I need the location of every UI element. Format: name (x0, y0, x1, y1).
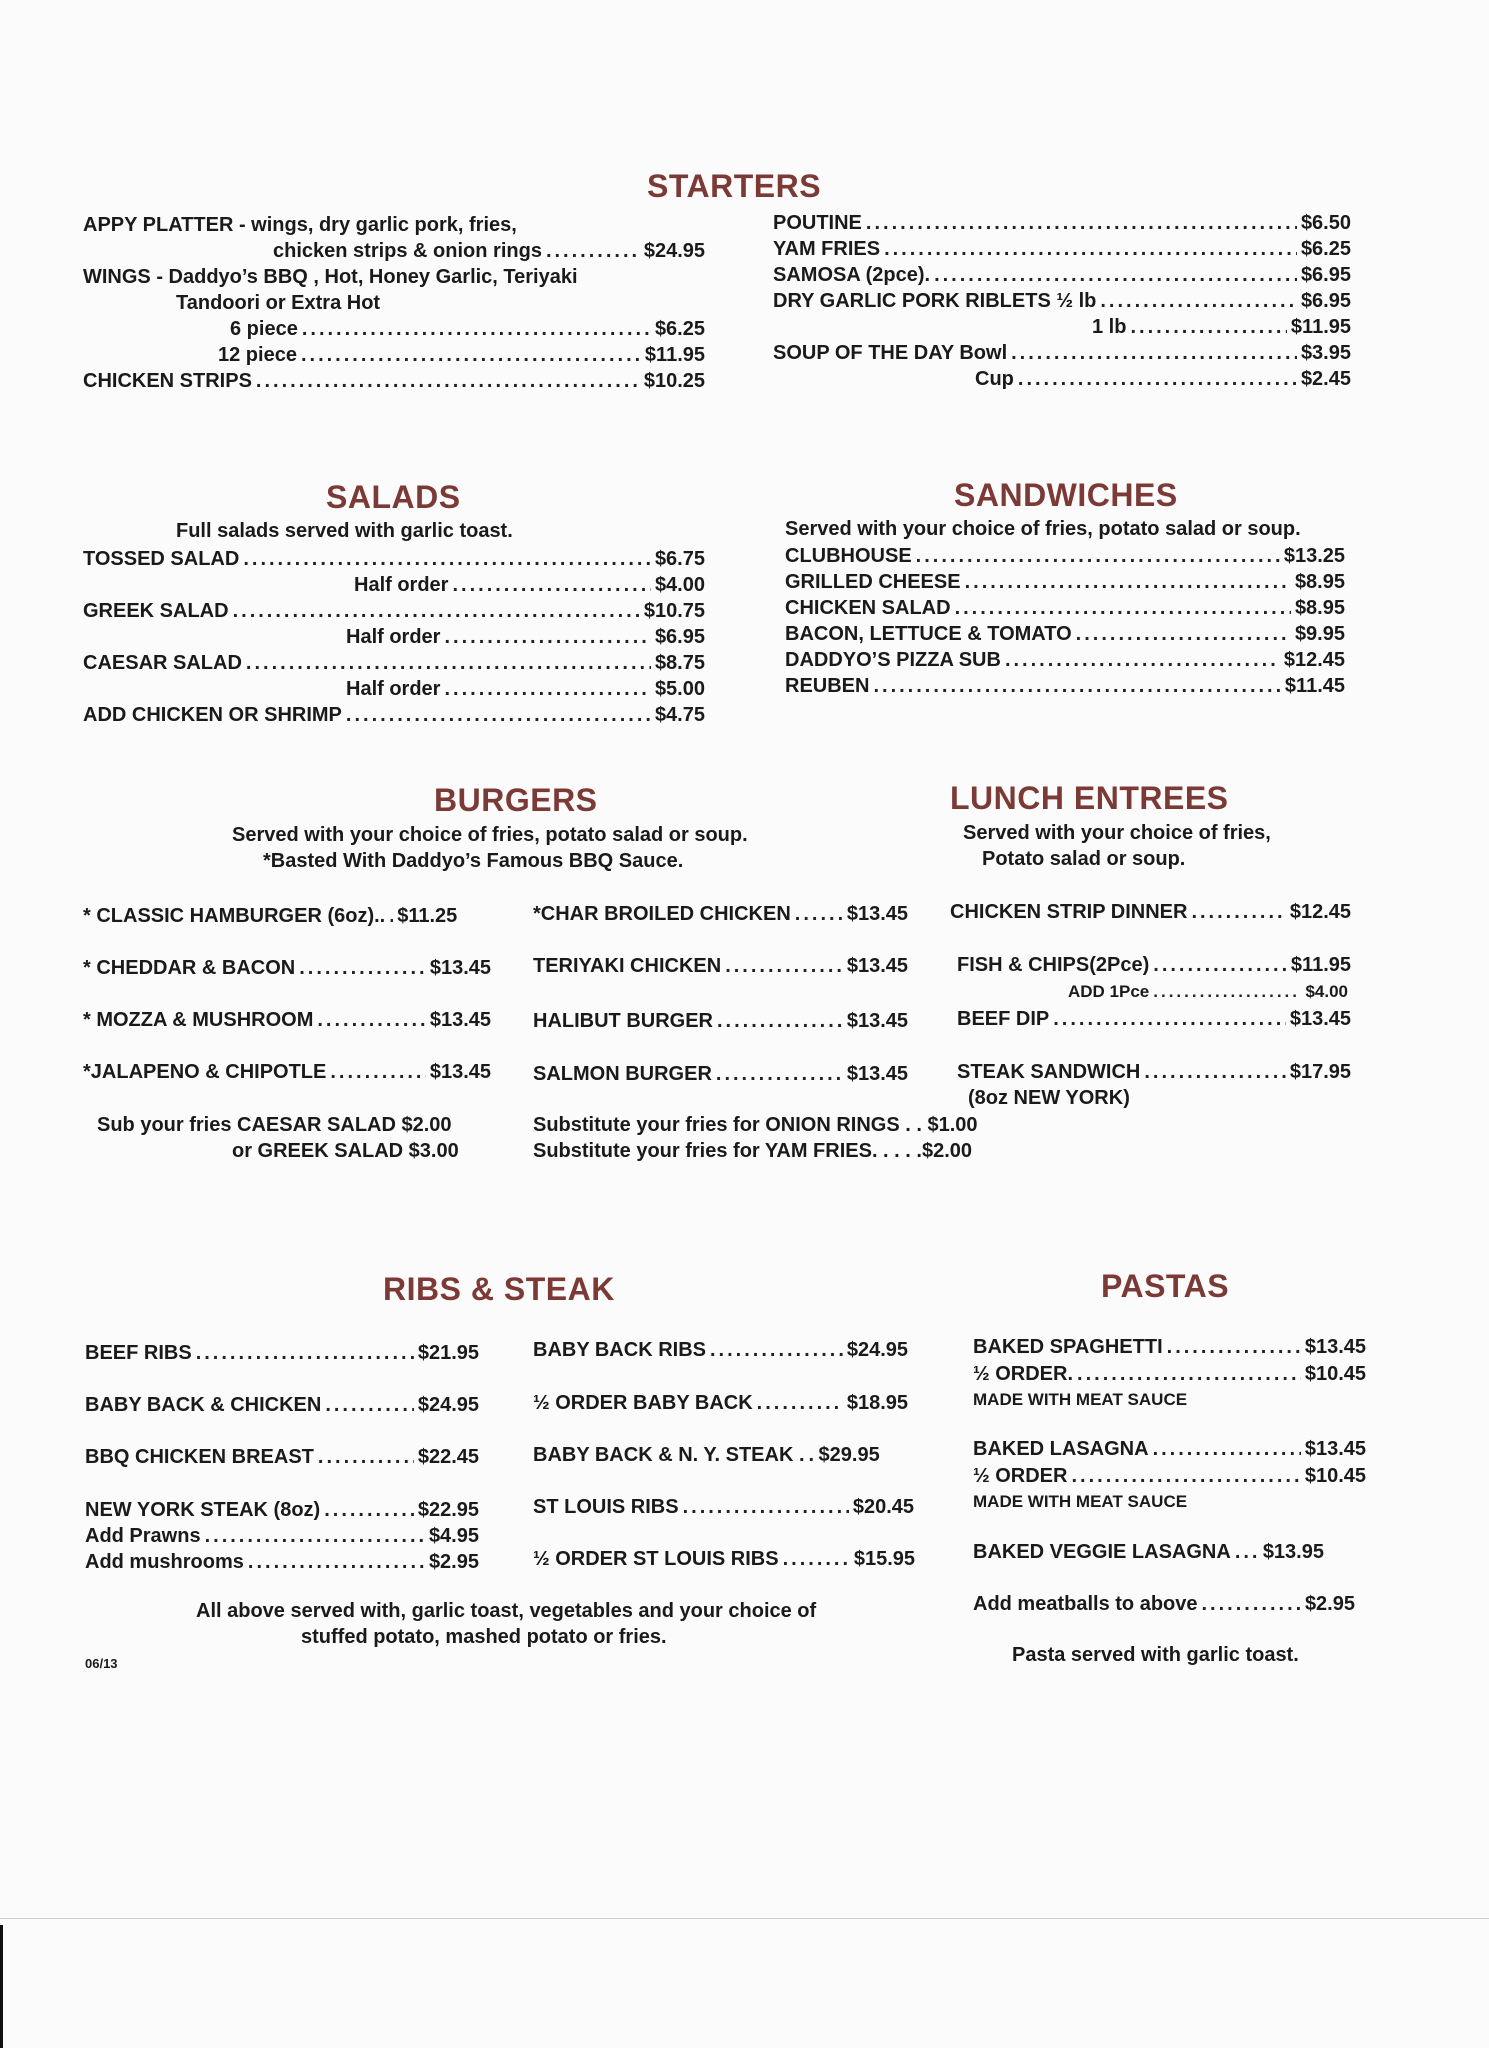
menu-item-char-broiled-chicken (533, 901, 908, 927)
item-price: $6.50 (1300, 212, 1351, 234)
menu-item-appy-platter (273, 238, 705, 264)
item-name: Cup (975, 368, 1014, 390)
menu-item-add-prawns (85, 1523, 479, 1549)
item-price: $29.95 (818, 1444, 880, 1466)
menu-item-add-meatballs (973, 1591, 1355, 1617)
item-name: DADDYO’S PIZZA SUB (785, 649, 1001, 671)
item-price: $4.00 (1305, 982, 1348, 1001)
item-name: chicken strips & onion rings (273, 240, 542, 262)
menu-item-baby-back-chicken (85, 1392, 479, 1418)
menu-item-blt (785, 621, 1345, 647)
pastas-footer: Pasta served with garlic toast. (1012, 1644, 1299, 1666)
sandwiches-subtitle: Served with your choice of fries, potato salad or soup. (785, 518, 1301, 540)
pastas-heading: PASTAS (1101, 1268, 1230, 1304)
menu-item-soup-cup (975, 366, 1351, 392)
menu-item-riblets-1lb (1092, 314, 1351, 340)
ribs-footer-2: stuffed potato, mashed potato or fries. (301, 1626, 667, 1648)
item-price: $6.95 (1300, 290, 1351, 312)
item-price: $22.45 (417, 1446, 479, 1468)
item-price: $13.45 (846, 1063, 908, 1085)
item-price: $6.95 (654, 626, 705, 648)
item-name: GRILLED CHEESE (785, 571, 961, 593)
item-price: $13.45 (1304, 1438, 1366, 1460)
menu-item-chicken-strip-dinner (950, 899, 1351, 925)
menu-item-veggie-lasagna (973, 1539, 1359, 1565)
menu-item-soup-bowl (773, 340, 1351, 366)
item-price: $13.45 (429, 957, 491, 979)
item-name: HALIBUT BURGER (533, 1010, 713, 1032)
item-name: 1 lb (1092, 316, 1127, 338)
item-name: BEEF DIP (957, 1008, 1050, 1030)
ribs-steak-heading: RIBS & STEAK (383, 1271, 615, 1307)
item-price: $24.95 (643, 240, 705, 262)
menu-item-tossed-salad (83, 546, 705, 572)
salads-heading: SALADS (326, 479, 461, 515)
menu-item-riblets-half (773, 288, 1351, 314)
item-price: $11.25 (397, 905, 458, 927)
item-price: $18.95 (846, 1392, 908, 1414)
sandwiches-heading: SANDWICHES (954, 477, 1178, 513)
item-price: $21.95 (417, 1342, 479, 1364)
page-bottom-divider (0, 1918, 1489, 1919)
lunch-subtitle-2: Potato salad or soup. (982, 848, 1186, 870)
menu-item-teriyaki-chicken (533, 953, 908, 979)
item-price: $10.25 (643, 370, 705, 392)
steak-sandwich-note: (8oz NEW YORK) (968, 1087, 1130, 1109)
item-name: *CHAR BROILED CHICKEN (533, 903, 791, 925)
wings-line1: WINGS - Daddyo’s BBQ , Hot, Honey Garlic, Teriyaki (83, 266, 578, 288)
item-price: $10.45 (1304, 1363, 1366, 1385)
item-price: $3.95 (1300, 342, 1351, 364)
item-price: $13.25 (1283, 545, 1345, 567)
item-price: $12.45 (1283, 649, 1345, 671)
item-name: ADD 1Pce (1068, 982, 1150, 1001)
item-price: $4.00 (654, 574, 705, 596)
item-price: $5.00 (654, 678, 705, 700)
menu-item-chicken-strips (83, 368, 705, 394)
item-name: 12 piece (218, 344, 297, 366)
item-price: $6.75 (654, 548, 705, 570)
item-price: $13.45 (1304, 1336, 1366, 1358)
lunch-subtitle-1: Served with your choice of fries, (963, 822, 1271, 844)
item-price: $20.45 (852, 1496, 914, 1518)
menu-item-add-chicken-shrimp (83, 702, 705, 728)
wings-line2: Tandoori or Extra Hot (176, 292, 381, 314)
spaghetti-note: MADE WITH MEAT SAUCE (973, 1390, 1188, 1409)
item-name: SOUP OF THE DAY Bowl (773, 342, 1008, 364)
item-price: $13.45 (846, 1010, 908, 1032)
menu-item-caesar-half (346, 676, 705, 702)
item-name: ½ ORDER BABY BACK (533, 1392, 753, 1414)
menu-item-add-mushrooms (85, 1549, 479, 1575)
item-name: Add mushrooms (85, 1551, 244, 1573)
menu-item-steak-sandwich (957, 1059, 1351, 1085)
item-price: $15.95 (853, 1548, 915, 1570)
burgers-sub-onion-rings: Substitute your fries for ONION RINGS . . $1.00 (533, 1114, 978, 1136)
item-name: BAKED VEGGIE LASAGNA (973, 1541, 1231, 1563)
item-name: ½ ORDER. (973, 1363, 1074, 1385)
item-name: CLUBHOUSE (785, 545, 912, 567)
item-price: $24.95 (846, 1339, 908, 1361)
item-price: $11.95 (1290, 954, 1351, 976)
item-name: BACON, LETTUCE & TOMATO (785, 623, 1072, 645)
menu-item-cheddar-bacon (83, 955, 491, 981)
item-price: $6.25 (654, 318, 705, 340)
menu-item-spaghetti-half (973, 1361, 1366, 1387)
burgers-subtitle-1: Served with your choice of fries, potato salad or soup. (232, 824, 748, 846)
item-name: DRY GARLIC PORK RIBLETS ½ lb (773, 290, 1097, 312)
item-price: $13.45 (846, 955, 908, 977)
item-price: $10.75 (643, 600, 705, 622)
menu-item-poutine (773, 210, 1351, 236)
item-price: $13.45 (429, 1009, 491, 1031)
item-name: REUBEN (785, 675, 870, 697)
item-price: $11.95 (644, 344, 705, 366)
menu-item-wings-12 (218, 342, 705, 368)
item-name: 6 piece (230, 318, 298, 340)
item-name: Half order (346, 626, 441, 648)
menu-item-jalapeno-chipotle (83, 1059, 491, 1085)
item-price: $2.45 (1300, 368, 1351, 390)
menu-item-clubhouse (785, 543, 1345, 569)
item-price: $8.75 (654, 652, 705, 674)
menu-item-half-baby-back (533, 1390, 908, 1416)
menu-item-beef-ribs (85, 1340, 479, 1366)
menu-item-mozza-mushroom (83, 1007, 491, 1033)
item-price: $8.95 (1294, 571, 1345, 593)
item-price: $13.45 (429, 1061, 491, 1083)
item-price: $2.95 (1304, 1593, 1355, 1615)
burgers-sub-yam-fries: Substitute your fries for YAM FRIES. . . . .$2.00 (533, 1140, 973, 1162)
item-price: $2.95 (428, 1551, 479, 1573)
menu-item-baked-lasagna (973, 1436, 1366, 1462)
item-price: $8.95 (1294, 597, 1345, 619)
item-name: BAKED LASAGNA (973, 1438, 1149, 1460)
item-price: $6.95 (1300, 264, 1351, 286)
menu-item-caesar-salad (83, 650, 705, 676)
item-name: ST LOUIS RIBS (533, 1496, 679, 1518)
menu-item-baby-back-ny-steak (533, 1442, 908, 1468)
item-name: ½ ORDER (973, 1465, 1068, 1487)
burgers-sub-greek: or GREEK SALAD $3.00 (232, 1140, 459, 1162)
item-price: $6.25 (1300, 238, 1351, 260)
item-name: ADD CHICKEN OR SHRIMP (83, 704, 342, 726)
menu-item-baby-back-ribs (533, 1337, 908, 1363)
item-name: CHICKEN STRIPS (83, 370, 252, 392)
item-price: $9.95 (1294, 623, 1345, 645)
item-name: BABY BACK RIBS (533, 1339, 706, 1361)
item-name: TOSSED SALAD (83, 548, 240, 570)
item-price: $24.95 (417, 1394, 479, 1416)
item-name: * CLASSIC HAMBURGER (6oz).. (83, 905, 386, 927)
item-name: CAESAR SALAD (83, 652, 242, 674)
menu-item-samosa (773, 262, 1351, 288)
item-price: $13.45 (1289, 1008, 1351, 1030)
menu-item-chicken-salad-sandwich (785, 595, 1345, 621)
menu-item-wings-6 (230, 316, 705, 342)
starters-heading: STARTERS (647, 168, 822, 204)
menu-item-greek-half (346, 624, 705, 650)
burgers-sub-caesar: Sub your fries CAESAR SALAD $2.00 (97, 1114, 452, 1136)
menu-item-halibut-burger (533, 1008, 908, 1034)
item-price: $10.45 (1304, 1465, 1366, 1487)
menu-item-new-york-steak (85, 1497, 479, 1523)
scan-edge (0, 1925, 3, 2048)
lasagna-note: MADE WITH MEAT SAUCE (973, 1492, 1188, 1511)
menu-item-classic-hamburger (83, 903, 491, 929)
appy-platter-line1: APPY PLATTER - wings, dry garlic pork, fries, (83, 214, 517, 236)
item-name: BBQ CHICKEN BREAST (85, 1446, 314, 1468)
lunch-entrees-heading: LUNCH ENTREES (950, 780, 1229, 816)
menu-item-pizza-sub (785, 647, 1345, 673)
item-name: CHICKEN SALAD (785, 597, 951, 619)
item-price: $17.95 (1289, 1061, 1351, 1083)
item-price: $11.45 (1284, 675, 1345, 697)
item-price: $13.45 (846, 903, 908, 925)
burgers-heading: BURGERS (434, 782, 598, 818)
item-name: * CHEDDAR & BACON (83, 957, 296, 979)
menu-item-reuben (785, 673, 1345, 699)
item-name: Half order (346, 678, 441, 700)
menu-item-half-st-louis (533, 1546, 915, 1572)
item-name: SAMOSA (2pce). (773, 264, 931, 286)
item-name: CHICKEN STRIP DINNER (950, 901, 1188, 923)
item-name: Add meatballs to above (973, 1593, 1198, 1615)
menu-item-bbq-chicken-breast (85, 1444, 479, 1470)
item-name: YAM FRIES (773, 238, 881, 260)
item-name: NEW YORK STEAK (8oz) (85, 1499, 321, 1521)
burgers-subtitle-2: *Basted With Daddyo’s Famous BBQ Sauce. (263, 850, 684, 872)
item-price: $4.95 (428, 1525, 479, 1547)
salads-subtitle: Full salads served with garlic toast. (176, 520, 513, 542)
menu-item-fish-add (1068, 981, 1348, 1003)
item-name: Add Prawns (85, 1525, 201, 1547)
item-name: TERIYAKI CHICKEN (533, 955, 722, 977)
menu-item-salmon-burger (533, 1061, 908, 1087)
item-price: $22.95 (417, 1499, 479, 1521)
menu-item-tossed-half (354, 572, 705, 598)
ribs-footer-1: All above served with, garlic toast, vegetables and your choice of (196, 1600, 817, 1622)
item-name: POUTINE (773, 212, 862, 234)
item-price: $12.45 (1289, 901, 1351, 923)
item-name: BAKED SPAGHETTI (973, 1336, 1163, 1358)
menu-item-grilled-cheese (785, 569, 1345, 595)
item-price: $4.75 (654, 704, 705, 726)
item-name: BABY BACK & CHICKEN (85, 1394, 322, 1416)
item-name: *JALAPENO & CHIPOTLE (83, 1061, 327, 1083)
menu-item-yam-fries (773, 236, 1351, 262)
item-name: ½ ORDER ST LOUIS RIBS (533, 1548, 779, 1570)
item-price: $11.95 (1290, 316, 1351, 338)
item-name: * MOZZA & MUSHROOM (83, 1009, 314, 1031)
item-name: GREEK SALAD (83, 600, 229, 622)
item-name: BABY BACK & N. Y. STEAK . (533, 1444, 805, 1466)
menu-item-baked-spaghetti (973, 1334, 1366, 1360)
menu-item-lasagna-half (973, 1463, 1366, 1489)
menu-date: 06/13 (85, 1656, 118, 1671)
menu-item-st-louis-ribs (533, 1494, 914, 1520)
menu-item-greek-salad (83, 598, 705, 624)
item-name: SALMON BURGER (533, 1063, 712, 1085)
item-name: BEEF RIBS (85, 1342, 192, 1364)
item-price: $13.95 (1262, 1541, 1324, 1563)
item-name: STEAK SANDWICH (957, 1061, 1141, 1083)
item-name: Half order (354, 574, 449, 596)
menu-item-fish-chips (957, 952, 1351, 978)
item-name: FISH & CHIPS(2Pce) (957, 954, 1150, 976)
menu-item-beef-dip (957, 1006, 1351, 1032)
